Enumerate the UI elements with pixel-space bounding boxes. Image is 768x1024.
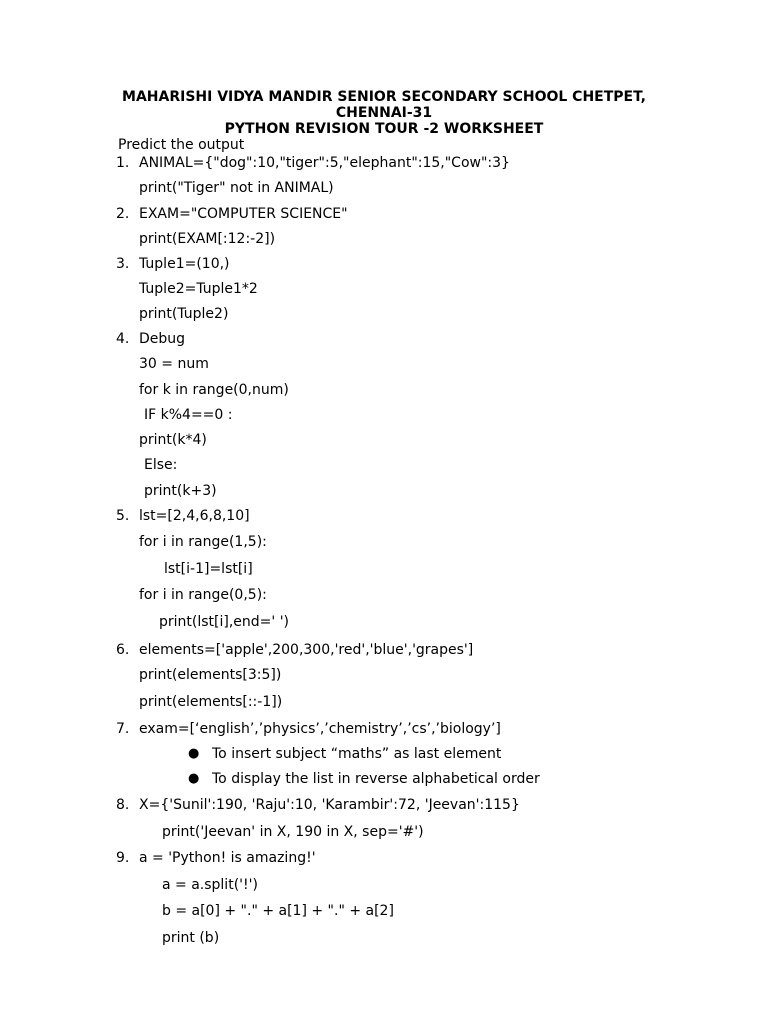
question-line: print (b) [162, 930, 220, 946]
question-line: print(k+3) [144, 483, 217, 499]
question-line: To insert subject “maths” as last element [212, 746, 502, 762]
question-line: print(elements[3:5]) [139, 667, 282, 683]
worksheet-title: PYTHON REVISION TOUR -2 WORKSHEET [224, 121, 544, 137]
question-number: 9. [116, 850, 130, 866]
question-line: for i in range(0,5): [139, 587, 267, 603]
question-line: EXAM="COMPUTER SCIENCE" [139, 206, 348, 222]
question-line: To display the list in reverse alphabetical order [212, 771, 540, 787]
question-line: exam=[‘english’,’physics’,’chemistry’,’cs’,’biology’] [139, 721, 501, 737]
question-number: 1. [116, 155, 130, 171]
question-line: print(lst[i],end=' ') [159, 614, 290, 630]
question-line: print(EXAM[:12:-2]) [139, 231, 276, 247]
question-line: for i in range(1,5): [139, 534, 267, 550]
question-line: Tuple1=(10,) [139, 256, 230, 272]
question-line: lst[i-1]=lst[i] [164, 561, 253, 577]
question-line: ANIMAL={"dog":10,"tiger":5,"elephant":15,"Cow":3} [139, 155, 510, 171]
question-line: IF k%4==0 : [144, 407, 233, 423]
question-line: Debug [139, 331, 186, 347]
question-line: Tuple2=Tuple1*2 [139, 281, 258, 297]
question-line: 30 = num [139, 356, 209, 372]
question-line: a = 'Python! is amazing!' [139, 850, 316, 866]
question-line: print(Tuple2) [139, 306, 229, 322]
question-line: print(k*4) [139, 432, 207, 448]
bullet-icon: ● [188, 746, 200, 761]
question-line: print(elements[::-1]) [139, 694, 283, 710]
instruction: Predict the output [118, 137, 245, 153]
question-line: for k in range(0,num) [139, 382, 289, 398]
question-number: 2. [116, 206, 130, 222]
question-line: print("Tiger" not in ANIMAL) [139, 180, 334, 196]
question-number: 8. [116, 797, 130, 813]
question-line: X={'Sunil':190, 'Raju':10, 'Karambir':72, 'Jeevan':115} [139, 797, 520, 813]
school-name-line1: MAHARISHI VIDYA MANDIR SENIOR SECONDARY SCHOOL CHETPET, [122, 89, 646, 105]
question-line: a = a.split('!') [162, 877, 258, 893]
question-line: Else: [144, 457, 178, 473]
question-number: 3. [116, 256, 130, 272]
question-number: 7. [116, 721, 130, 737]
question-line: b = a[0] + "." + a[1] + "." + a[2] [162, 903, 394, 919]
question-line: lst=[2,4,6,8,10] [139, 508, 250, 524]
question-line: elements=['apple',200,300,'red','blue','grapes'] [139, 642, 474, 658]
school-name-line2: CHENNAI-31 [335, 105, 433, 121]
question-number: 5. [116, 508, 130, 524]
question-number: 4. [116, 331, 130, 347]
question-line: print('Jeevan' in X, 190 in X, sep='#') [162, 824, 424, 840]
bullet-icon: ● [188, 771, 200, 786]
question-number: 6. [116, 642, 130, 658]
